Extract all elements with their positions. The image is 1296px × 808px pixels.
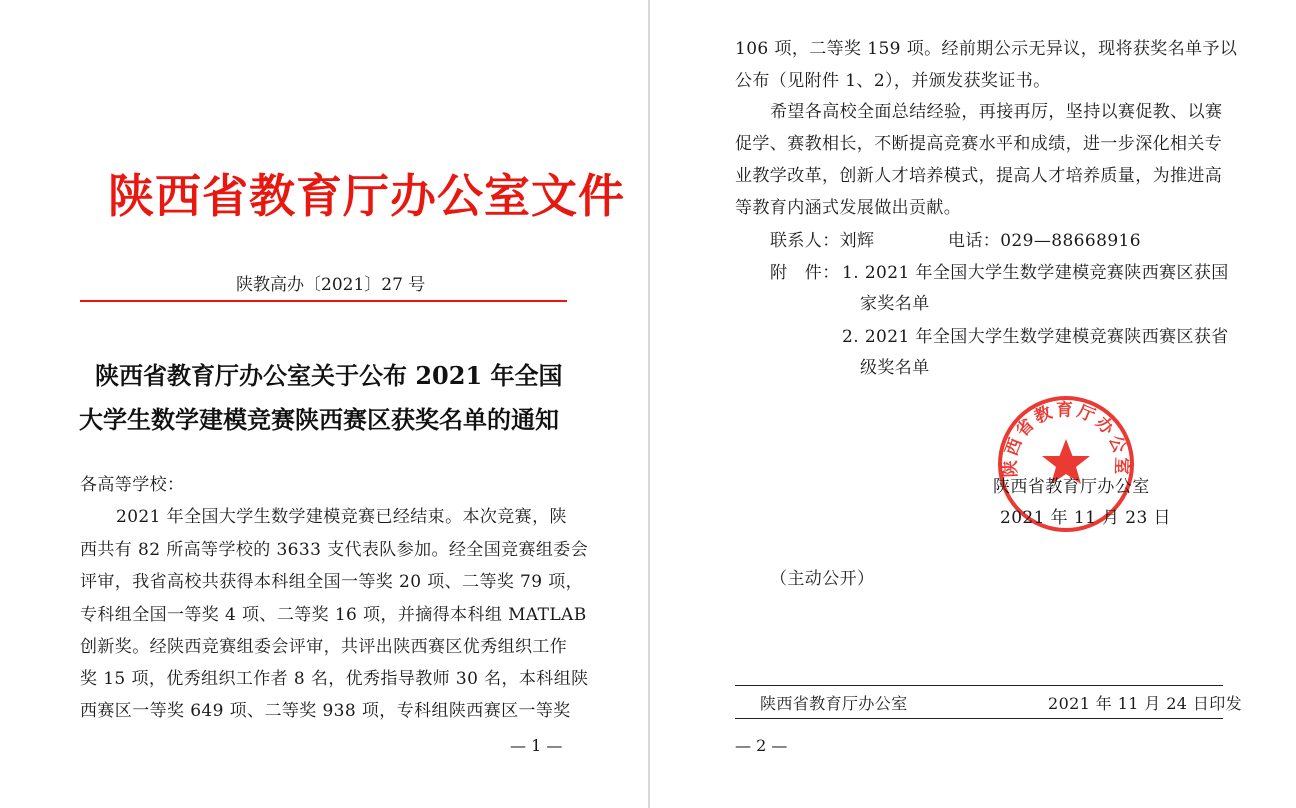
- body-line: 西共有 82 所高等学校的 3633 支代表队参加。经全国竞赛组委会: [80, 540, 589, 560]
- document-title-line-1: 陕西省教育厅办公室关于公布 2021 年全国: [95, 361, 563, 390]
- contact-phone: 电话：029—88668916: [948, 231, 1141, 251]
- footer-organization: 陕西省教育厅办公室: [760, 694, 908, 713]
- document-title-line-2: 大学生数学建模竞赛陕西赛区获奖名单的通知: [79, 405, 559, 434]
- header-red-rule: [80, 300, 567, 302]
- attachment-item: 1. 2021 年全国大学生数学建模竞赛陕西赛区获国: [842, 263, 1229, 283]
- signature-organization: 陕西省教育厅办公室: [993, 477, 1150, 497]
- footer-rule-bottom: [735, 718, 1223, 719]
- footer-issue-date: 2021 年 11 月 24 日印发: [1048, 694, 1243, 713]
- body-line: 希望各高校全面总结经验，再接再厉，坚持以赛促教、以赛: [770, 102, 1223, 122]
- body-line: 促学、赛教相长，不断提高竞赛水平和成绩，进一步深化相关专: [735, 134, 1223, 154]
- salutation: 各高等学校：: [80, 475, 185, 495]
- attachment-label: 附 件：: [770, 263, 840, 283]
- seal-text: 陕西省教育厅办公室: [1000, 400, 1132, 478]
- attachment-item: 级奖名单: [860, 358, 930, 378]
- body-line: 业教学改革，创新人才培养模式，提高人才培养质量，为推进高: [735, 166, 1223, 186]
- body-line: 评审，我省高校共获得本科组全国一等奖 20 项、二等奖 79 项，: [80, 572, 584, 592]
- body-line: 西赛区一等奖 649 项、二等奖 938 项，专科组陕西赛区一等奖: [80, 701, 571, 721]
- body-line: 创新奖。经陕西竞赛组委会评审，共评出陕西赛区优秀组织工作: [80, 637, 568, 657]
- body-line: 公布（见附件 1、2），并颁发获奖证书。: [735, 71, 1051, 91]
- contact-person: 联系人：刘辉: [770, 231, 875, 251]
- document-header: 陕西省教育厅办公室文件: [108, 169, 625, 223]
- disclosure-note: （主动公开）: [770, 569, 875, 589]
- signature-date: 2021 年 11 月 23 日: [1000, 508, 1171, 528]
- attachment-item: 家奖名单: [860, 294, 930, 314]
- body-line: 106 项，二等奖 159 项。经前期公示无异议，现将获奖名单予以: [735, 39, 1238, 59]
- document-number: 陕教高办〔2021〕27 号: [236, 275, 426, 295]
- page-number: — 2 —: [735, 736, 788, 755]
- attachment-item: 2. 2021 年全国大学生数学建模竞赛陕西赛区获省: [842, 327, 1229, 347]
- body-line: 奖 15 项，优秀组织工作者 8 名，优秀指导教师 30 名，本科组陕: [80, 669, 589, 689]
- footer-rule-top: [735, 685, 1223, 686]
- page-number: — 1 —: [510, 736, 563, 755]
- body-line: 专科组全国一等奖 4 项、二等奖 16 项，并摘得本科组 MATLAB: [80, 605, 587, 625]
- body-line: 等教育内涵式发展做出贡献。: [735, 198, 962, 218]
- body-line: 2021 年全国大学生数学建模竞赛已经结束。本次竞赛，陕: [116, 507, 567, 527]
